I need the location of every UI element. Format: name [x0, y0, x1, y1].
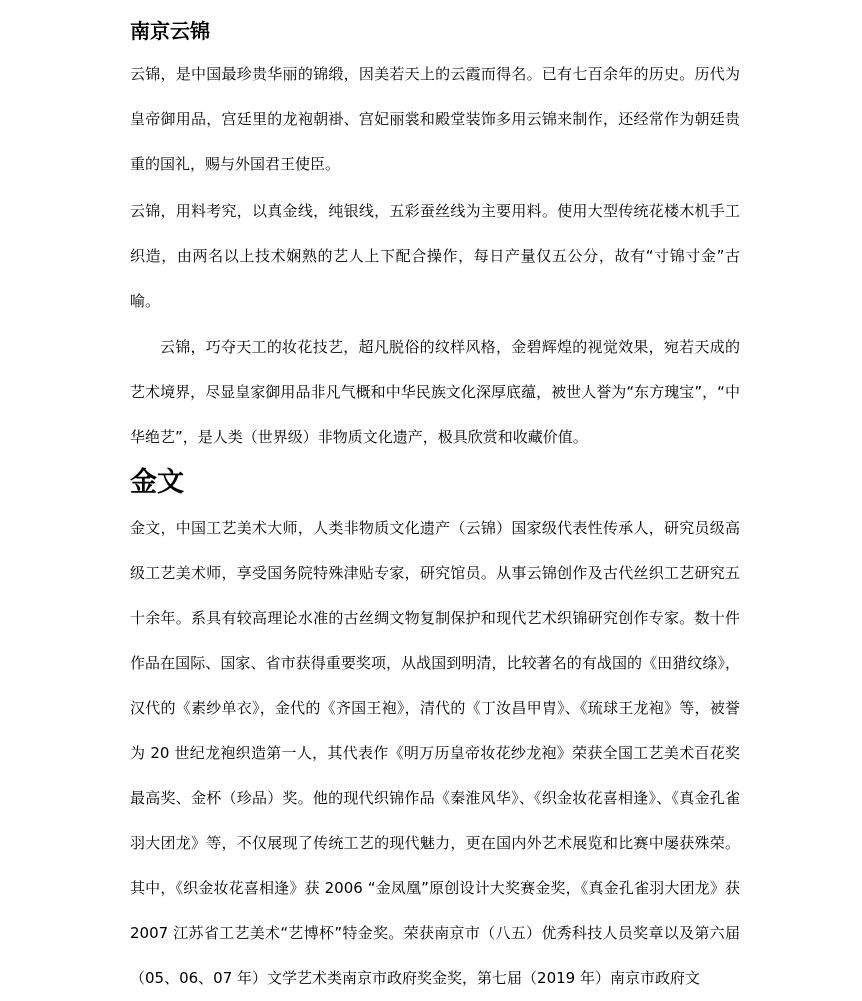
paragraph-yunjin-artistry: 云锦，巧夺天工的妆花技艺，超凡脱俗的纹样风格，金碧辉煌的视觉效果，宛若天成的艺术境界，尽显皇家御用品非凡气概和中华民族文化深厚底蕴，被世人誉为“东方瑰宝”，“中华绝艺”，是人类（世界级）非物质文化遗产，极具欣赏和收藏价值。	[130, 338, 740, 446]
section-title-yunjin: 南京云锦	[130, 19, 210, 43]
paragraph-yunjin-materials: 云锦，用料考究，以真金线，纯银线，五彩蚕丝线为主要用料。使用大型传统花楼木机手工织造，由两名以上技术娴熟的艺人上下配合操作，每日产量仅五公分，故有“寸锦寸金”古喻。	[130, 202, 740, 310]
paragraph-yunjin-intro: 云锦，是中国最珍贵华丽的锦缎，因美若天上的云霞而得名。已有七百余年的历史。历代为皇帝御用品，宫廷里的龙袍朝褂、宫妃丽裳和殿堂装饰多用云锦来制作，还经常作为朝廷贵重的国礼，赐与外国君王使臣。	[130, 65, 740, 173]
section-title-jinwen: 金文	[130, 467, 184, 498]
paragraph-jinwen-biography: 金文，中国工艺美术大师，人类非物质文化遗产（云锦）国家级代表性传承人，研究员级高级工艺美术师，享受国务院特殊津贴专家，研究馆员。从事云锦创作及古代丝织工艺研究五十余年。系具有较高理论水准的古丝绸文物复制保护和现代艺术织锦研究创作专家。数十件作品在国际、国家、省市获得重要奖项，从战国到明清，比较著名的有战国的《田猎纹绦》，汉代的《素纱单衣》，金代的《齐国王袍》，清代的《丁汝昌甲胄》、《琉球王龙袍》等，被誉为 20 世纪龙袍织造第一人，其代表作《明万历皇帝妆花纱龙袍》荣获全国工艺美术百花奖最高奖、金杯（珍品）奖。他的现代织锦作品《秦淮风华》、《织金妆花喜相逢》、《真金孔雀羽大团龙》等，不仅展现了传统工艺的现代魅力，更在国内外艺术展览和比赛中屡获殊荣。其中，《织金妆花喜相逢》获 2006 “金凤凰”原创设计大奖赛金奖，《真金孔雀羽大团龙》获 2007 江苏省工艺美术“艺博杯”特金奖。荣获南京市（八五）优秀科技人员奖章以及第六届（05、06、07 年）文学艺术类南京市政府奖金奖，第七届（2019 年）南京市政府文	[130, 519, 740, 987]
